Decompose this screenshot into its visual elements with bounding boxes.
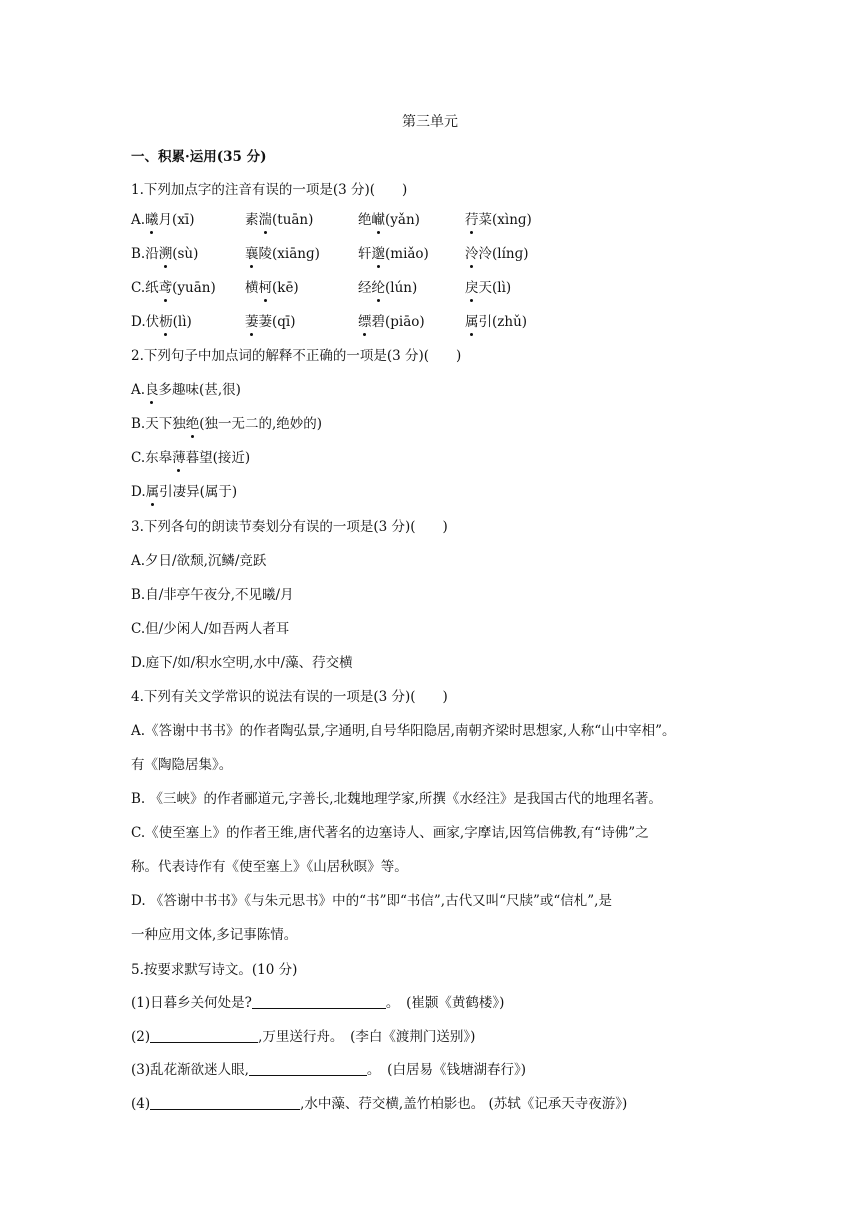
q5-item-3: (3)乱花渐欲迷人眼, 。 (白居易《钱塘湖春行》) <box>131 1062 526 1078</box>
q4-option-a: A.《答谢中书书》的作者陶弘景,字通明,自号华阳隐居,南朝齐梁时思想家,人称“山中宰相”。 <box>131 723 676 739</box>
q1-option-b-1: B.沿溯(sù) <box>131 246 199 262</box>
answer-blank-3[interactable] <box>249 1061 367 1076</box>
q1-option-d-1: D.伏枥(lì) <box>131 314 192 330</box>
q4-option-c: C.《使至塞上》的作者王维,唐代著名的边塞诗人、画家,字摩诘,因笃信佛教,有“诗佛”之 <box>131 825 649 841</box>
answer-blank-2[interactable] <box>150 1028 258 1043</box>
q3-option-b: B.自/非亭午夜分,不见曦/月 <box>131 587 294 603</box>
q2-option-c: C.东皋薄暮望(接近) <box>131 450 251 466</box>
question-2-stem: 2.下列句子中加点词的解释不正确的一项是(3 分)( ) <box>131 348 462 364</box>
q1-option-d-3: 缥碧(piāo) <box>358 314 425 330</box>
q5-item-1: (1)日暮乡关何处是? 。 (崔颢《黄鹤楼》) <box>131 995 505 1011</box>
q2-option-b: B.天下独绝(独一无二的,绝妙的) <box>131 416 323 432</box>
q1-option-b-3: 轩邈(miǎo) <box>358 246 429 262</box>
q4-option-d-cont: 一种应用文体,多记事陈情。 <box>131 927 298 943</box>
q2-option-a: A.良多趣味(甚,很) <box>131 382 241 398</box>
answer-blank-1[interactable] <box>252 994 386 1009</box>
answer-blank-4[interactable] <box>150 1095 300 1110</box>
q4-option-a-cont: 有《陶隐居集》。 <box>131 757 233 773</box>
q1-option-a-4: 荇菜(xìnɡ) <box>465 212 532 228</box>
question-1-stem: 1.下列加点字的注音有误的一项是(3 分)( ) <box>131 182 408 198</box>
question-4-stem: 4.下列有关文学常识的说法有误的一项是(3 分)( ) <box>131 689 448 705</box>
q1-option-a-3: 绝𪩘(yǎn) <box>358 212 420 228</box>
q1-option-c-2: 横柯(kē) <box>245 280 299 296</box>
q5-item-2: (2) ,万里送行舟。 (李白《渡荆门送别》) <box>131 1029 476 1045</box>
q1-option-d-2: 萋萋(qī) <box>245 314 296 330</box>
q2-option-d: D.属引凄异(属于) <box>131 484 238 500</box>
q5-item-4: (4) ,水中藻、荇交横,盖竹柏影也。 (苏轼《记承天寺夜游》) <box>131 1096 628 1112</box>
q3-option-c: C.但/少闲人/如吾两人者耳 <box>131 621 290 637</box>
q4-option-b: B. 《三峡》的作者郦道元,字善长,北魏地理学家,所撰《水经注》是我国古代的地理名著。 <box>131 791 662 807</box>
q1-option-a-1: A.曦月(xī) <box>131 212 195 228</box>
question-3-stem: 3.下列各句的朗读节奏划分有误的一项是(3 分)( ) <box>131 519 448 535</box>
page-title: 第三单元 <box>402 114 458 130</box>
q1-option-d-4: 属引(zhǔ) <box>465 314 528 330</box>
q3-option-d: D.庭下/如/积水空明,水中/藻、荇交横 <box>131 655 353 671</box>
q1-option-c-4: 戾天(lì) <box>465 280 512 296</box>
section-heading: 一、积累·运用(35 分) <box>131 149 267 165</box>
q1-option-b-2: 襄陵(xiānɡ) <box>245 246 320 262</box>
q1-option-a-2: 素湍(tuān) <box>245 212 314 228</box>
q1-option-b-4: 泠泠(línɡ) <box>465 246 529 262</box>
q1-option-c-3: 经纶(lún) <box>358 280 418 296</box>
q1-option-c-1: C.纸鸢(yuān) <box>131 280 216 296</box>
question-5-stem: 5.按要求默写诗文。(10 分) <box>131 962 298 978</box>
q3-option-a: A.夕日/欲颓,沉鳞/竞跃 <box>131 553 267 569</box>
q4-option-c-cont: 称。代表诗作有《使至塞上》《山居秋暝》等。 <box>131 859 408 875</box>
q4-option-d: D. 《答谢中书书》《与朱元思书》中的“书”即“书信”,古代又叫“尺牍”或“信札”,是 <box>131 893 612 909</box>
